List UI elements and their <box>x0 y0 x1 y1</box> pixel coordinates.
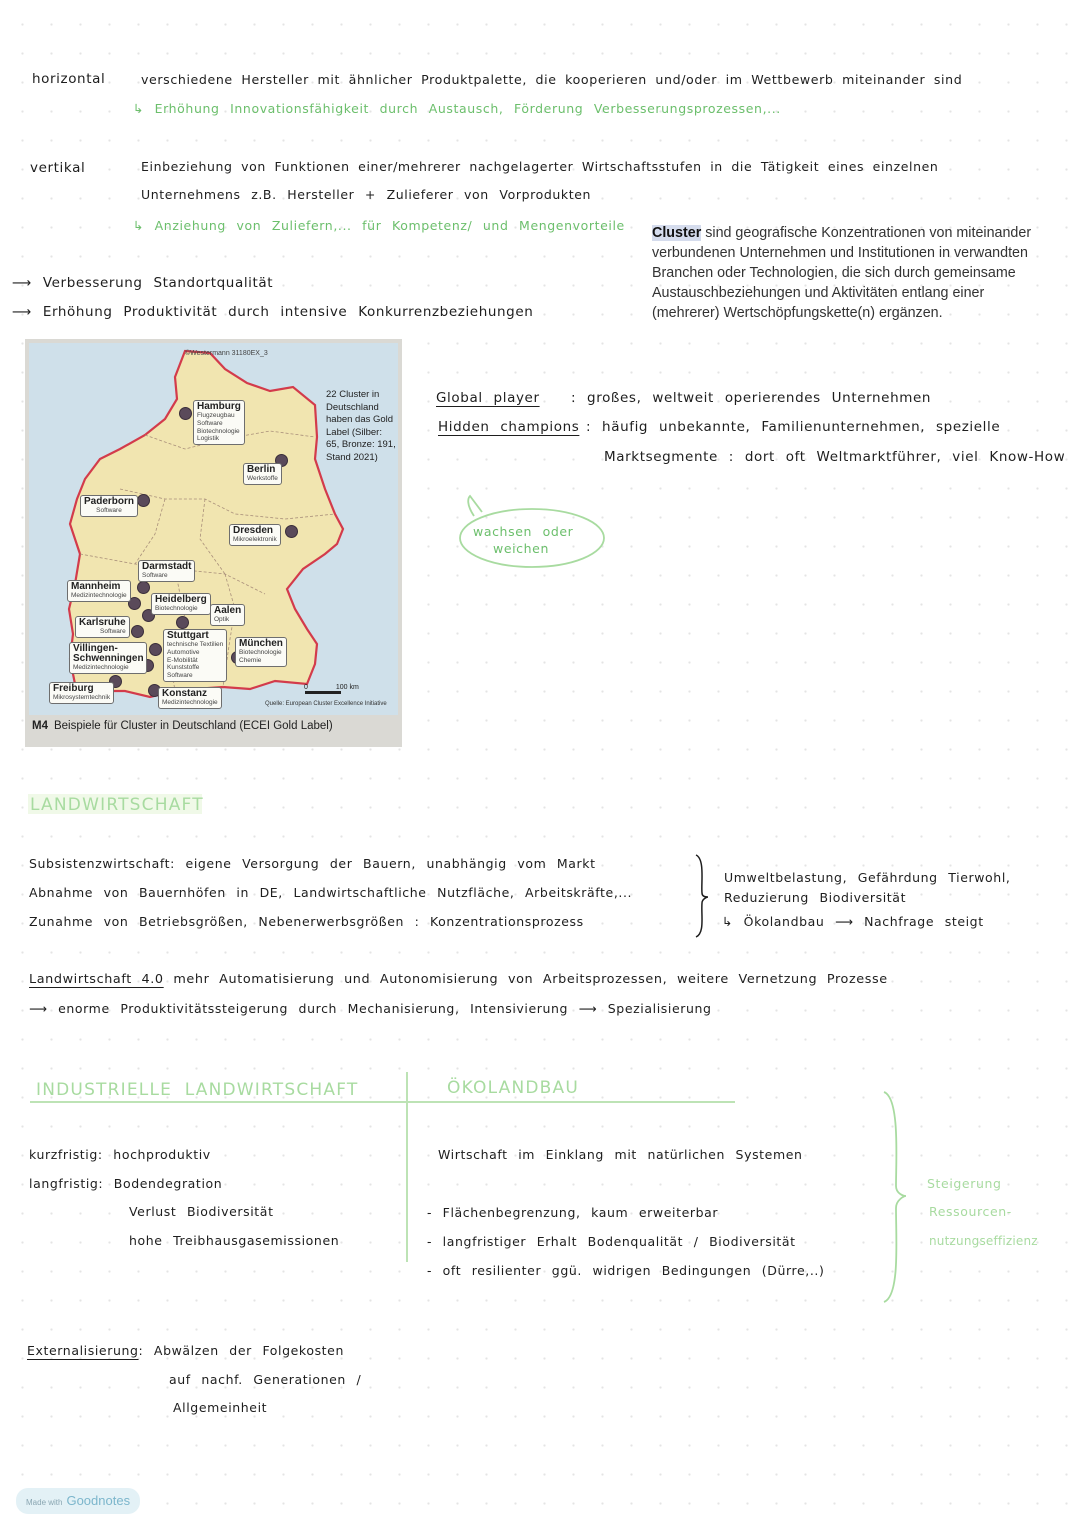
lw40-text: mehr Automatisierung und Autonomisierung von Arbeitsprozessen, weitere Vernetzung Prozesse <box>163 972 888 987</box>
city-label-konstanz <box>158 687 222 709</box>
map-info-text: 22 Cluster in Deutschland haben das Gold Label (Silber: 65, Bronze: 191, Stand 2021) <box>326 389 396 463</box>
city-label-muenchen <box>235 637 287 667</box>
externalisierung-line1 <box>27 1343 344 1358</box>
externalisierung-term: Externalisierung <box>27 1343 139 1358</box>
map-caption-text: Beispiele für Cluster in Deutschland (ECEI Gold Label) <box>53 720 333 732</box>
table-header-line <box>30 1101 735 1103</box>
city-sector: Mikroelektronik <box>233 536 277 543</box>
city-label-freiburg <box>49 682 114 704</box>
map-caption <box>32 720 333 732</box>
global-player-definition: : großes, weltweit operierendes Unternehmen <box>571 390 932 406</box>
city-label-hamburg <box>193 400 245 445</box>
vertikal-definition-line1: Einbeziehung von Funktionen einer/mehrerer nachgelagerter Wirtschaftsstufen in die Tätigkeit eines einzelnen <box>141 159 939 174</box>
hidden-champions-definition-line2: Marktsegmente : dort oft Weltmarktführer, viel Know-How <box>604 449 1066 465</box>
city-dot-dresden <box>285 525 298 538</box>
industrielle-line-kurzfristig: kurzfristig: hochproduktiv <box>29 1147 211 1162</box>
scale-bar <box>305 691 341 694</box>
lw-line-subsistenz: Subsistenzwirtschaft: eigene Versorgung der Bauern, unabhängig vom Markt <box>29 856 596 871</box>
city-sector: Software <box>197 419 223 427</box>
city-name-paderborn: Paderborn <box>84 496 135 507</box>
city-sector: Automotive <box>167 648 200 656</box>
city-name-stuttgart: Stuttgart <box>167 630 209 641</box>
lw40-term: Landwirtschaft 4.0 <box>29 972 164 987</box>
city-sector: Medizintechnologie <box>71 592 127 599</box>
map-source: Quelle: European Cluster Excellence Initiative <box>265 701 387 707</box>
city-dot-aalen <box>176 616 189 629</box>
side-note-line2: Ressourcen- <box>929 1204 1012 1219</box>
cluster-term-highlight: Cluster <box>652 225 702 241</box>
bubble-line2: weichen <box>493 541 549 556</box>
lw40-line1 <box>29 972 888 987</box>
city-sector: Optik <box>214 616 230 623</box>
table-divider <box>406 1072 408 1262</box>
hidden-champions-definition: : häufig unbekannte, Familienunternehmen, spezielle <box>586 419 1001 435</box>
landwirtschaft-heading: LANDWIRTSCHAFT <box>30 795 204 815</box>
brace-icon <box>693 853 711 939</box>
map-scale-labels <box>304 684 359 691</box>
city-sector: Logistik <box>197 435 220 443</box>
city-sector: Flugzeugbau <box>197 412 235 419</box>
city-sector: Chemie <box>239 656 262 664</box>
scale-unit: km <box>349 684 359 691</box>
city-name-hamburg: Hamburg <box>197 401 241 412</box>
hidden-champions-term: Hidden champions <box>438 419 580 435</box>
city-sector: Biotechnologie <box>155 605 198 612</box>
bubble-line1: wachsen oder <box>473 524 574 539</box>
horizontal-note: ↳ Erhöhung Innovationsfähigkeit durch Austausch, Förderung Verbesserungsprozessen,... <box>133 101 781 116</box>
city-label-heidelberg <box>151 593 211 615</box>
global-player-term: Global player <box>436 390 540 406</box>
lw-line-zunahme: Zunahme von Betriebsgrößen, Nebenerwerbsgrößen : Konzentrationsprozess <box>29 914 584 929</box>
city-name-freiburg: Freiburg <box>53 683 94 694</box>
industrielle-line-biodiversitaet: Verlust Biodiversität <box>129 1204 274 1219</box>
industrielle-heading: INDUSTRIELLE LANDWIRTSCHAFT <box>36 1080 359 1100</box>
externalisierung-text: : Abwälzen der Folgekosten <box>138 1343 344 1358</box>
watermark-brand: Goodnotes <box>66 1493 131 1508</box>
city-label-darmstadt <box>138 560 195 582</box>
city-label-stuttgart <box>163 629 227 682</box>
city-sector: Software <box>167 672 193 680</box>
city-name-darmstadt: Darmstadt <box>142 561 192 572</box>
city-name-karlsruhe: Karlsruhe <box>79 617 126 628</box>
oeko-line-resilienz: - oft resilienter ggü. widrigen Bedingungen (Dürre,..) <box>427 1263 825 1278</box>
map-caption-label: M4 <box>32 720 48 732</box>
vertikal-term: vertikal <box>30 160 86 176</box>
city-sector: technische Textilien <box>167 641 224 648</box>
industrielle-line-emissionen: hohe Treibhausgasemissionen <box>129 1233 340 1248</box>
lw-consequence-3: ↳ Ökolandbau ⟶ Nachfrage steigt <box>722 914 984 929</box>
city-dot-karlsruhe <box>131 625 144 638</box>
effect-standortqualitaet: ⟶ Verbesserung Standortqualität <box>12 275 274 291</box>
map-copyright: ©Westermann 31180EX_3 <box>185 350 268 357</box>
green-brace-icon <box>880 1090 910 1306</box>
oekolandbau-heading: ÖKOLANDBAU <box>447 1078 580 1098</box>
cluster-map-figure <box>25 339 402 747</box>
scale-zero: 0 <box>304 684 308 691</box>
city-name-villingen: Villingen-Schwenningen <box>73 643 144 664</box>
industrielle-line-langfristig: langfristig: Bodendegration <box>29 1176 223 1191</box>
city-name-konstanz: Konstanz <box>162 688 207 699</box>
city-sector: Software <box>142 572 168 579</box>
cluster-definition-text: sind geografische Konzentrationen von miteinander verbundenen Unternehmen und Institutionen in verwandten Branchen oder Technologien, die sich durch gemeinsame Austauschbeziehungen und Aktivitäten entlang einer (mehrerer) Wertschöpfungskette(n) ergänzen. <box>652 225 1032 321</box>
city-sector: E-Mobilität <box>167 656 198 664</box>
scale-value: 100 <box>335 684 348 691</box>
city-label-villingen <box>69 642 147 674</box>
city-sector: Biotechnologie <box>239 649 282 656</box>
city-name-berlin: Berlin <box>247 464 276 475</box>
city-label-paderborn <box>80 495 138 517</box>
city-sector: Medizintechnologie <box>73 664 129 671</box>
city-dot-stuttgart <box>149 643 162 656</box>
oeko-line-einklang: Wirtschaft im Einklang mit natürlichen Systemen <box>438 1147 803 1162</box>
cluster-definition <box>652 223 1052 323</box>
city-dot-hamburg <box>179 407 192 420</box>
city-sector: Software <box>100 628 126 635</box>
side-note-line1: Steigerung <box>927 1176 1002 1191</box>
goodnotes-watermark <box>16 1488 140 1514</box>
externalisierung-line3: Allgemeinheit <box>173 1400 268 1415</box>
side-note-line3: nutzungseffizienz <box>929 1234 1038 1248</box>
city-label-mannheim <box>67 580 131 602</box>
city-name-dresden: Dresden <box>233 525 274 536</box>
city-dot-paderborn <box>137 494 150 507</box>
city-sector: Software <box>96 507 122 514</box>
city-label-dresden <box>229 524 281 546</box>
city-sector: Biotechnologie <box>197 427 240 435</box>
city-sector: Mikrosystemtechnik <box>53 694 111 701</box>
lw-line-abnahme: Abnahme von Bauernhöfen in DE, Landwirtschaftliche Nutzfläche, Arbeitskräfte,... <box>29 885 633 900</box>
city-label-karlsruhe <box>75 616 130 638</box>
city-label-berlin <box>243 463 282 485</box>
city-name-muenchen: München <box>239 638 283 649</box>
oeko-line-flaeche: - Flächenbegrenzung, kaum erweiterbar <box>427 1205 719 1220</box>
horizontal-definition: verschiedene Hersteller mit ähnlicher Produktpalette, die kooperieren und/oder im Wettbewerb miteinander sind <box>141 72 963 87</box>
externalisierung-line2: auf nachf. Generationen / <box>169 1372 362 1387</box>
city-sector: Medizintechnologie <box>162 699 218 706</box>
city-dot-darmstadt <box>137 581 150 594</box>
city-name-aalen: Aalen <box>214 605 242 616</box>
city-name-heidelberg: Heidelberg <box>155 594 207 605</box>
watermark-small: Made with <box>26 1498 63 1507</box>
city-sector: Kunststoffe <box>167 664 200 672</box>
vertikal-note: ↳ Anziehung von Zuliefern,... für Kompetenz/ und Mengenvorteile <box>133 218 625 233</box>
lw40-line2: ⟶ enorme Produktivitätssteigerung durch Mechanisierung, Intensivierung ⟶ Spezialisierung <box>29 1001 712 1016</box>
city-sector: Werkstoffe <box>247 475 278 482</box>
city-name-mannheim: Mannheim <box>71 581 121 592</box>
lw-consequence-2: Reduzierung Biodiversität <box>724 890 907 905</box>
oeko-line-erhalt: - langfristiger Erhalt Bodenqualität / Biodiversität <box>427 1234 796 1249</box>
effect-produktivitaet: ⟶ Erhöhung Produktivität durch intensive Konkurrenzbeziehungen <box>12 304 534 320</box>
city-label-aalen <box>210 604 245 626</box>
vertikal-definition-line2: Unternehmens z.B. Hersteller + Zulieferer von Vorprodukten <box>141 187 592 202</box>
lw-consequence-1: Umweltbelastung, Gefährdung Tierwohl, <box>724 870 1011 885</box>
horizontal-term: horizontal <box>32 71 106 87</box>
